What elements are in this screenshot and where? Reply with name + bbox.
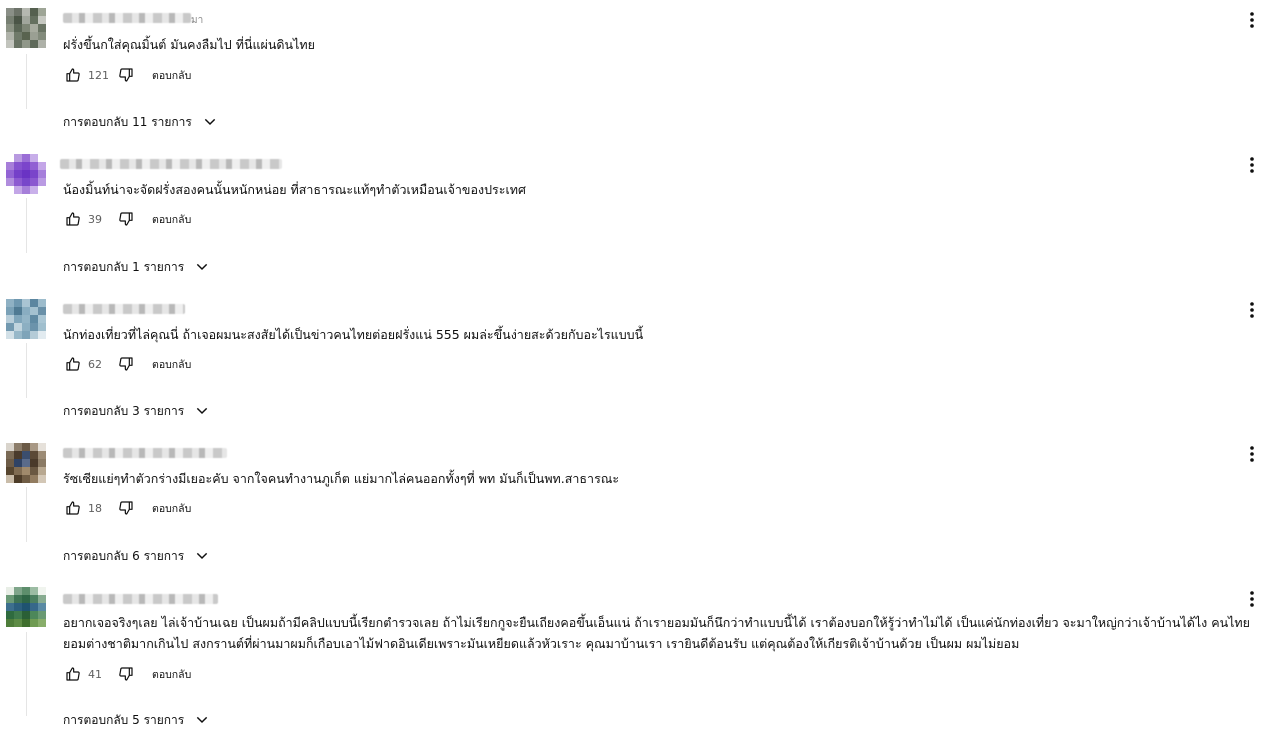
reply-button[interactable]: ตอบกลับ (152, 69, 192, 82)
comment-actions (63, 664, 191, 684)
avatar[interactable] (6, 154, 46, 194)
view-replies-button[interactable] (63, 112, 218, 132)
thumbs-down-icon (118, 211, 134, 227)
avatar[interactable] (6, 587, 46, 627)
view-replies-button[interactable] (63, 546, 210, 566)
view-replies-button[interactable] (63, 710, 210, 730)
replies-count-label: การตอบกลับ 3 รายการ (63, 403, 185, 418)
thumbs-up-icon (65, 356, 81, 372)
thumbs-up-icon (65, 67, 81, 83)
comment-text: น้องมิ้นท์น่าจะจัดฝรั่งสองคนนั้นหนักหน่อย ที่สาธารณะแท้ๆทำตัวเหมือนเจ้าของประเทศ (63, 182, 526, 197)
reply-button[interactable]: ตอบกลับ (152, 502, 192, 515)
thread-line (26, 54, 27, 109)
avatar[interactable] (6, 443, 46, 483)
replies-count-label: การตอบกลับ 6 รายการ (63, 548, 185, 563)
thread-line (26, 343, 27, 398)
comment-actions (63, 498, 191, 518)
more-vertical-icon (1250, 446, 1254, 462)
thumbs-down-icon (118, 666, 134, 682)
author-handle-suffix: มา (191, 15, 204, 26)
avatar[interactable] (6, 299, 46, 339)
chevron-down-icon (194, 712, 210, 728)
reply-button[interactable]: ตอบกลับ (152, 668, 192, 681)
chevron-down-icon (194, 548, 210, 564)
more-actions-button[interactable] (1244, 300, 1260, 320)
more-actions-button[interactable] (1244, 444, 1260, 464)
like-count: 39 (88, 212, 102, 226)
chevron-down-icon (202, 114, 218, 130)
more-vertical-icon (1250, 12, 1254, 28)
like-count: 41 (88, 667, 102, 681)
like-button[interactable] (63, 498, 83, 518)
like-button[interactable] (63, 209, 83, 229)
replies-count-label: การตอบกลับ 1 รายการ (63, 259, 185, 274)
comment-actions (63, 65, 191, 85)
more-actions-button[interactable] (1244, 155, 1260, 175)
like-count: 18 (88, 501, 102, 515)
thumbs-up-icon (65, 500, 81, 516)
author-handle[interactable] (63, 594, 218, 604)
comment-actions (63, 354, 191, 374)
like-button[interactable] (63, 664, 83, 684)
thread-line (26, 198, 27, 253)
thumbs-up-icon (65, 666, 81, 682)
chevron-down-icon (194, 403, 210, 419)
author-handle[interactable] (63, 448, 227, 458)
dislike-button[interactable] (116, 65, 136, 85)
view-replies-button[interactable] (63, 257, 210, 277)
author-handle[interactable] (63, 304, 185, 314)
more-actions-button[interactable] (1244, 10, 1260, 30)
chevron-down-icon (194, 259, 210, 275)
more-actions-button[interactable] (1244, 589, 1260, 609)
author-handle[interactable] (63, 13, 191, 23)
dislike-button[interactable] (116, 354, 136, 374)
reply-button[interactable]: ตอบกลับ (152, 358, 192, 371)
dislike-button[interactable] (116, 664, 136, 684)
thread-line (26, 632, 27, 716)
dislike-button[interactable] (116, 498, 136, 518)
author-handle[interactable] (60, 159, 282, 169)
thumbs-down-icon (118, 67, 134, 83)
replies-count-label: การตอบกลับ 5 รายการ (63, 712, 185, 727)
replies-count-label: การตอบกลับ 11 รายการ (63, 114, 192, 129)
comment-text: นักท่องเที่ยวที่ไล่คุณนี่ ถ้าเจอผมนะสงสัยได้เป็นข่าวคนไทยต่อยฝรั่งแน่ 555 ผมล่ะขึ้นง่ายสะด้วยกับอะไรแบบนี้ (63, 327, 644, 342)
comment-text: รัซเซียแย่ๆทำตัวกร่างมีเยอะคับ จากใจคนทำงานภูเก็ต แย่มากไล่คนออกทั้งๆที่ พท มันก็เป็นพท.สาธารณะ (63, 471, 620, 486)
more-vertical-icon (1250, 591, 1254, 607)
thumbs-down-icon (118, 500, 134, 516)
dislike-button[interactable] (116, 209, 136, 229)
comment-text: ฝรั่งขึ้นกใส่คุณมิ้นต์ มันคงลืมไป ที่นี่แผ่นดินไทย (63, 37, 315, 52)
comment-actions (63, 209, 191, 229)
view-replies-button[interactable] (63, 401, 210, 421)
like-button[interactable] (63, 65, 83, 85)
more-vertical-icon (1250, 302, 1254, 318)
thumbs-up-icon (65, 211, 81, 227)
comment-text: อยากเจอจริงๆเลย ไล่เจ้าบ้านเฉย เป็นผมถ้ามีคลิปแบบนี้เรียกตำรวจเลย ถ้าไม่เรียกกูจะยืนเถียงคอขึ้นเอ็นแน่ ถ้าเรายอมมันก็นึกว่าทำแบบนี้ได้ เราต้องบอกให้รู้ว่าทำไม่ได้ เป็นแค่นักท่องเที่ยว จะมาใหญ่กว่าเจ้าบ้านได้ไง คนไทยยอมต่างชาติมากเกินไป สงกรานต์ที่ผ่านมาผมก็เกือบเอาไม้ฟาดอินเดียเพราะมันเหยียดแล้วหัวเราะ คุณมาบ้านเรา เรายินดีต้อนรับ แต่คุณต้องให้เกียรติเจ้าบ้านด้วย เป็นผม ผมไม่ยอม (63, 615, 1250, 651)
more-vertical-icon (1250, 157, 1254, 173)
reply-button[interactable]: ตอบกลับ (152, 213, 192, 226)
like-button[interactable] (63, 354, 83, 374)
avatar[interactable] (6, 8, 46, 48)
thumbs-down-icon (118, 356, 134, 372)
thread-line (26, 487, 27, 542)
like-count: 121 (88, 68, 109, 82)
like-count: 62 (88, 357, 102, 371)
